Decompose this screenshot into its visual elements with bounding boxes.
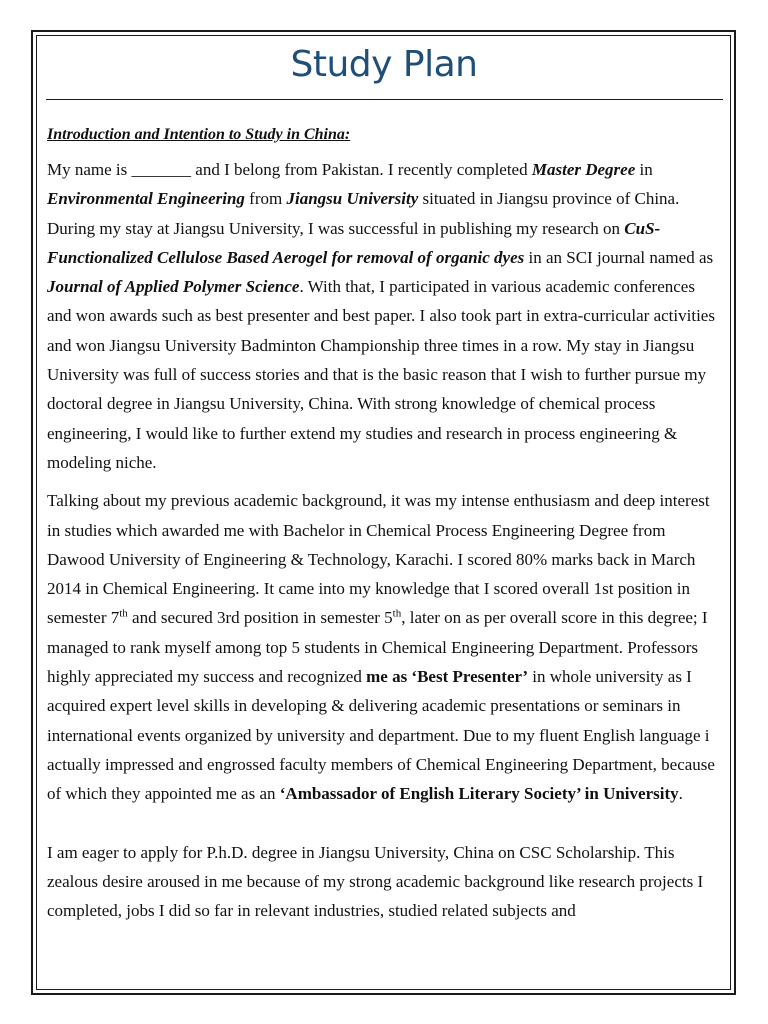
p1-text-3: from: [244, 189, 287, 209]
document-body: [47, 120, 719, 934]
document-title: Study Plan: [290, 44, 478, 85]
paragraph-spacer: [47, 818, 719, 838]
p2-text-5: .: [678, 784, 683, 804]
p1-text-4: situated in Jiangsu province of China. During my stay at Jiangsu University, I was successful in publishing my research on: [47, 189, 680, 238]
paragraph-academic-background: [47, 486, 719, 808]
p1-bold-research-title: CuS-Functionalized Cellulose Based Aerogel for removal of organic dyes: [47, 218, 661, 267]
p1-text-2: in: [635, 160, 653, 179]
p2-text-3: , later on as per overall score in this degree; I managed to rank myself among top 5 students in Chemical Engineering Department. Professors highly appreciated my success and recognized: [47, 608, 708, 687]
p1-text-5: in an SCI journal named as: [524, 247, 714, 267]
p2-superscript-1: th: [119, 607, 128, 620]
p1-bold-master-degree: Master Degree: [531, 160, 636, 179]
section-heading: Introduction and Intention to Study in China:: [47, 126, 351, 143]
p2-bold-best-presenter: me as ‘Best Presenter’: [366, 667, 529, 687]
p1-bold-environmental-engineering: Environmental Engineering: [47, 189, 245, 209]
paragraph-csc-scholarship: I am eager to apply for P.h.D. degree in Jiangsu University, China on CSC Scholarship. This zealous desire aroused in me because of my strong academic background like research projects I completed, jobs I did so far in relevant industries, studied related subjects and: [47, 842, 704, 921]
p2-superscript-2: th: [392, 607, 402, 620]
p1-bold-jiangsu-university: Jiangsu University: [286, 189, 419, 209]
title-divider: [46, 99, 723, 100]
p2-bold-ambassador: ‘Ambassador of English Literary Society’ in University: [279, 784, 679, 804]
paragraph-introduction: [47, 155, 719, 477]
p1-bold-journal-name: Journal of Applied Polymer Science: [47, 277, 300, 297]
p1-text-1: My name is _______ and I belong from Pakistan. I recently completed: [47, 160, 532, 179]
p2-text-2: and secured 3rd position in semester 5: [127, 608, 393, 628]
p2-text-4: in whole university as I acquired expert level skills in developing & delivering academic presentations or seminars in international events organized by university and department. Due to my fluent English language i actually impressed and engrossed faculty members of Chemical Engineering Department, because of which they appointed me as an: [47, 667, 715, 804]
p1-text-6: . With that, I participated in various academic conferences and won awards such as best presenter and best paper. I also took part in extra-curricular activities and won Jiangsu University Badminton Championship three times in a row. My stay in Jiangsu University was full of success stories and that is the basic reason that I wish to further pursue my doctoral degree in Jiangsu University, China. With strong knowledge of chemical process engineering, I would like to further extend my studies and research in process engineering & modeling niche.: [47, 277, 715, 472]
p2-text-1: Talking about my previous academic background, it was my intense enthusiasm and deep interest in studies which awarded me with Bachelor in Chemical Process Engineering Degree from Dawood University of Engineering & Technology, Karachi. I scored 80% marks back in March 2014 in Chemical Engineering. It came into my knowledge that I scored overall 1st position in semester 7: [47, 491, 710, 628]
